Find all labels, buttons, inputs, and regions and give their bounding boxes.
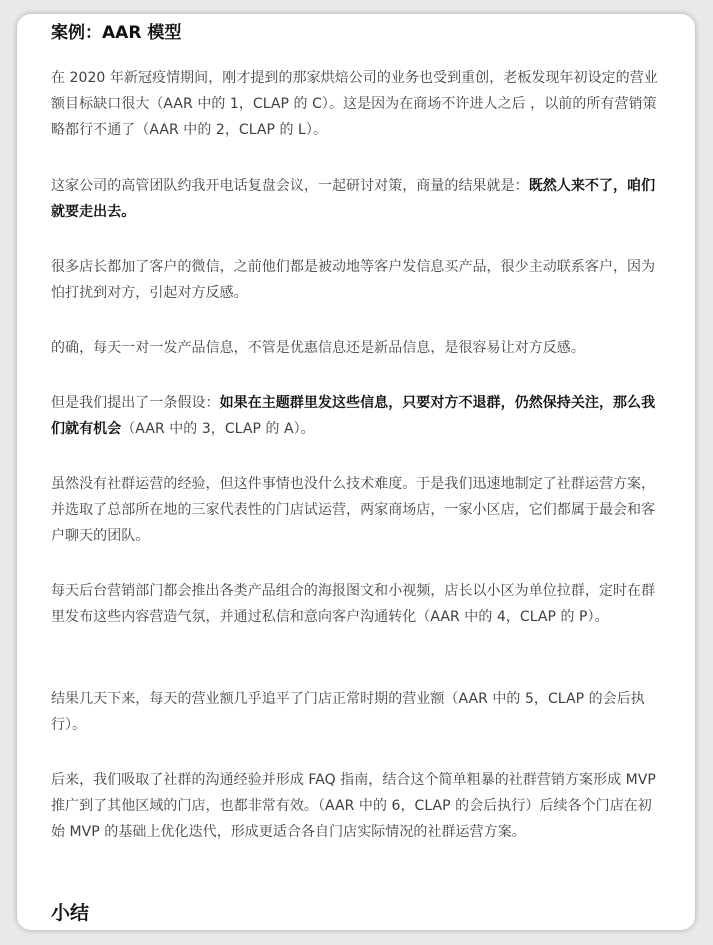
paragraph-2 [51, 173, 661, 225]
paragraph-5-text: 但是我们提出了一条假设： [51, 395, 220, 411]
paragraph-2-text: 这家公司的高管团队约我开电话复盘会议，一起研讨对策，商量的结果就是： [51, 178, 529, 194]
article-page [17, 14, 695, 930]
paragraph-1: 在 2020 年新冠疫情期间，刚才提到的那家烘焙公司的业务也受到重创，老板发现年初设定的营业额目标缺口很大（AAR 中的 1，CLAP 的 C）。这是因为在商场不许进人之后 ，以前的所有营销策略都行不通了（AAR 中的 2，CLAP 的 L）。 [51, 70, 658, 138]
paragraph-3: 很多店长都加了客户的微信，之前他们都是被动地等客户发信息买产品，很少主动联系客户，因为怕打扰到对方，引起对方反感。 [51, 259, 656, 301]
summary-heading: 小结 [51, 902, 90, 924]
paragraph-7: 每天后台营销部门都会推出各类产品组合的海报图文和小视频，店长以小区为单位拉群，定时在群里发布这些内容营造气氛，并通过私信和意向客户沟通转化（AAR 中的 4，CLAP 的 P）。 [51, 583, 656, 625]
paragraph-5-bold: 如果在主题群里发这些信息，只要对方不退群，仍然保持关注，那么我们就有机会 [51, 395, 656, 437]
case-heading: 案例：AAR 模型 [51, 23, 182, 43]
paragraph-2-bold: 既然人来不了，咱们就要走出去。 [51, 178, 656, 220]
paragraph-5-tail: （AAR 中的 3，CLAP 的 A）。 [121, 421, 315, 437]
paragraph-5 [51, 390, 661, 442]
paragraph-6: 虽然没有社群运营的经验，但这件事情也没什么技术难度。于是我们迅速地制定了社群运营方案，并选取了总部所在地的三家代表性的门店试运营，两家商场店，一家小区店，它们都属于最会和客户聊天的团队。 [51, 476, 656, 544]
paragraph-4: 的确，每天一对一发产品信息，不管是优惠信息还是新品信息，是很容易让对方反感。 [51, 340, 585, 356]
paragraph-9: 后来，我们吸取了社群的沟通经验并形成 FAQ 指南，结合这个简单粗暴的社群营销方案形成 MVP 推广到了其他区域的门店，也都非常有效。（AAR 中的 6，CLAP 的会后执行）后续各个门店在初始 MVP 的基础上优化迭代，形成更适合各自门店实际情况的社群运营方案。 [51, 772, 656, 840]
paragraph-8: 结果几天下来，每天的营业额几乎追平了门店正常时期的营业额（AAR 中的 5，CLAP 的会后执行）。 [51, 691, 645, 733]
